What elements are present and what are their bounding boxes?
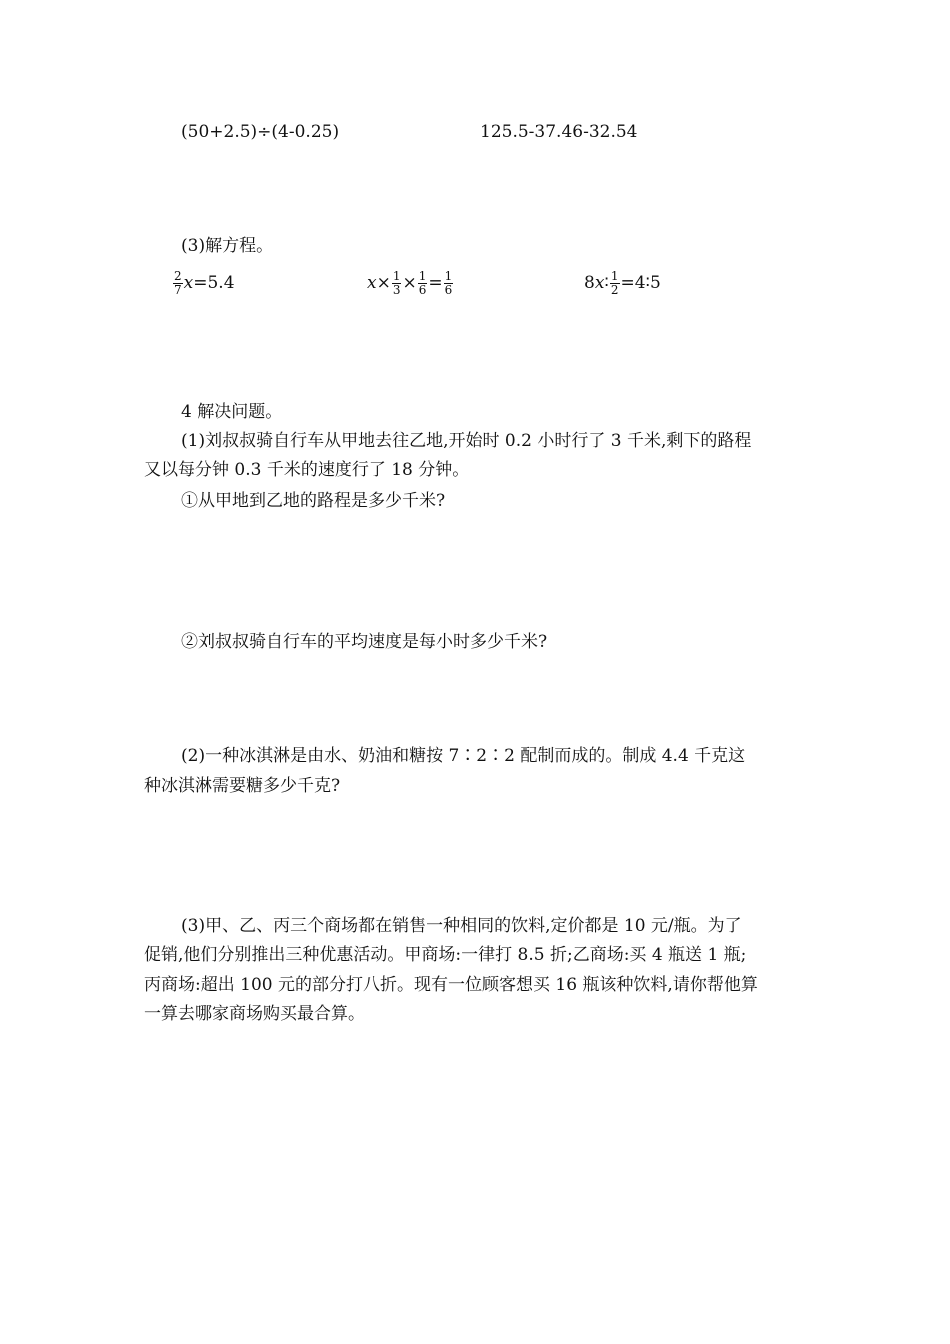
expression-1: (50+2.5)÷(4-0.25) [181, 122, 340, 142]
section-3-title: (3)解方程。 [181, 236, 274, 256]
equation-rest: =4∶5 [620, 273, 661, 293]
fraction [418, 270, 428, 297]
fraction [173, 270, 183, 297]
equation-1 [172, 270, 235, 297]
fraction-denominator: 6 [444, 283, 453, 297]
equation-2 [367, 270, 454, 297]
fraction [392, 270, 402, 297]
ratio-sign: ∶ [604, 273, 609, 293]
question-1-line-2: 又以每分钟 0.3 千米的速度行了 18 分钟。 [144, 460, 470, 480]
question-2-line-2: 种冰淇淋需要糖多少千克? [144, 776, 341, 796]
variable: x [183, 273, 194, 293]
times-sign: × [402, 273, 417, 293]
fraction [444, 270, 454, 297]
expression-2: 125.5-37.46-32.54 [480, 122, 638, 142]
question-1-sub-2: ②刘叔叔骑自行车的平均速度是每小时多少千米? [181, 632, 548, 652]
variable: x [594, 273, 605, 293]
fraction-denominator: 6 [418, 283, 427, 297]
fraction-numerator: 2 [174, 269, 182, 283]
question-3-line-3: 丙商场:超出 100 元的部分打八折。现有一位顾客想买 16 瓶该种饮料,请你帮他算 [144, 975, 758, 995]
fraction-numerator: 1 [392, 269, 401, 283]
fraction-denominator: 3 [392, 283, 401, 297]
equals-sign: = [428, 273, 443, 293]
question-1-sub-1: ①从甲地到乙地的路程是多少千米? [181, 491, 446, 511]
section-4-title: 4 解决问题。 [181, 402, 283, 422]
question-1-line-1: (1)刘叔叔骑自行车从甲地去往乙地,开始时 0.2 小时行了 3 千米,剩下的路程 [181, 431, 752, 451]
equation-3 [584, 270, 661, 297]
fraction [610, 270, 620, 297]
coefficient: 8 [584, 273, 595, 293]
equation-rest: =5.4 [193, 273, 235, 293]
question-3-line-4: 一算去哪家商场购买最合算。 [144, 1004, 365, 1024]
fraction-denominator: 2 [610, 283, 619, 297]
fraction-numerator: 1 [610, 269, 619, 283]
fraction-denominator: 7 [174, 283, 182, 297]
question-3-line-1: (3)甲、乙、丙三个商场都在销售一种相同的饮料,定价都是 10 元/瓶。为了 [181, 916, 742, 936]
fraction-numerator: 1 [418, 269, 427, 283]
times-sign: × [376, 273, 391, 293]
question-2-line-1: (2)一种冰淇淋是由水、奶油和糖按 7∶2∶2 配制而成的。制成 4.4 千克这 [181, 746, 746, 766]
variable: x [367, 273, 377, 293]
fraction-numerator: 1 [444, 269, 453, 283]
question-3-line-2: 促销,他们分别推出三种优惠活动。甲商场:一律打 8.5 折;乙商场:买 4 瓶送 1 瓶; [144, 945, 747, 965]
